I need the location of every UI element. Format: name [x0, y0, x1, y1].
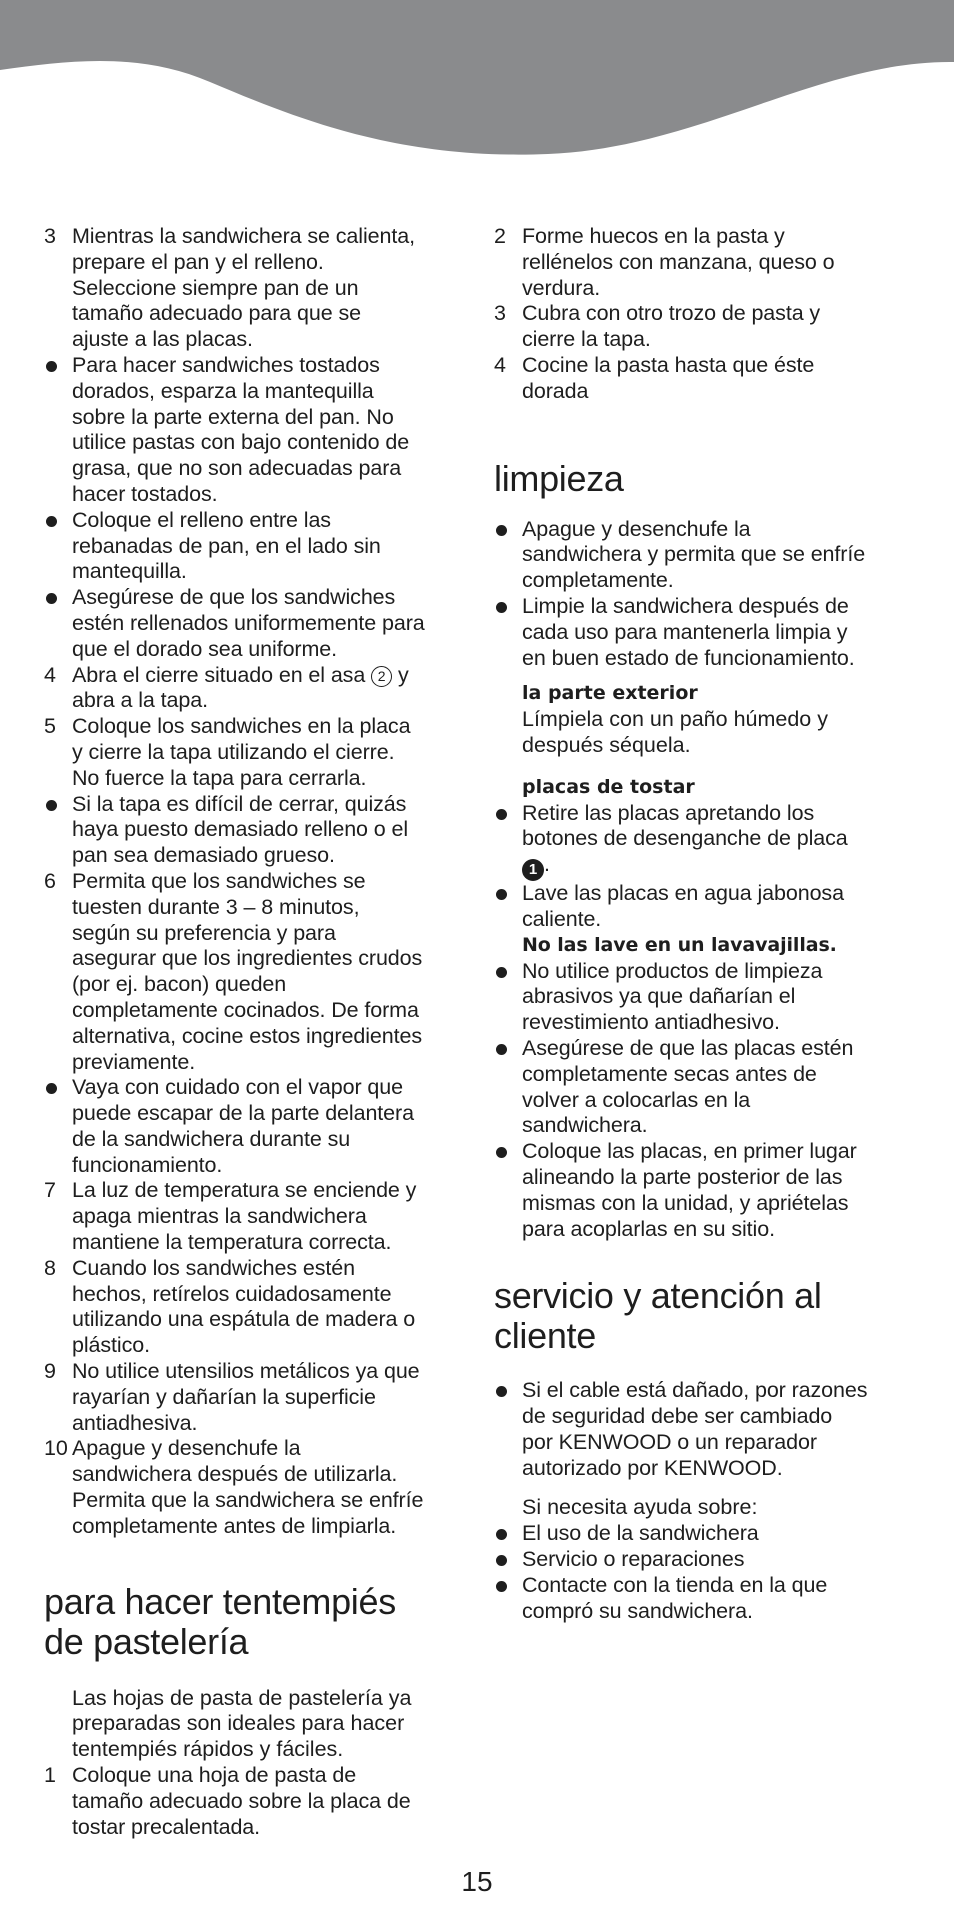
bullet-icon: [496, 1529, 507, 1540]
step-number: 9: [44, 1359, 56, 1384]
pastry-step-1: 1 Coloque una hoja de pasta de tamaño adecuado sobre la placa de tostar precalentada.: [44, 1763, 411, 1839]
cleaning-bullets: [494, 517, 914, 672]
bullet-icon: [496, 1555, 507, 1566]
step-6: 6 Permita que los sandwiches se tuesten durante 3 – 8 minutos, según su preferencia y para asegurar que los ingredientes crudos (por ej. bacon) queden completamente cocinados. De forma alternativa, cocine estos ingredientes previamente.: [44, 868, 423, 1074]
bullet-icon: [46, 516, 57, 527]
bullet-item: Lave las placas en agua jabonosa caliente. No las lave en un lavavajillas.: [494, 881, 914, 958]
step-number: 3: [44, 224, 56, 248]
bullet-item: Apague y desenchufe la sandwichera y permita que se enfríe completamente.: [494, 517, 914, 594]
filled-circled-number-icon: 1: [522, 859, 544, 881]
bullet-item: No utilice productos de limpieza abrasivos ya que dañarían el revestimiento antiadhesivo.: [494, 959, 914, 1036]
step-7: 7 La luz de temperatura se enciende y apaga mientras la sandwichera mantiene la temperatura correcta.: [44, 1178, 417, 1255]
bullet-item: Contacte con la tienda en la que compró su sandwichera.: [494, 1573, 914, 1625]
cleaning-heading: limpieza: [494, 457, 624, 499]
step-number: 3: [494, 301, 506, 326]
step-number: 8: [44, 1255, 56, 1280]
bullet-icon: [496, 525, 507, 536]
dishwasher-warning: No las lave en un lavavajillas.: [522, 933, 837, 956]
right-column: [494, 224, 914, 1624]
bullet-icon: [496, 1147, 507, 1158]
bullet-icon: [496, 889, 507, 900]
bullet-icon: [46, 1083, 57, 1094]
step-number: 4: [494, 352, 506, 377]
header-band: [0, 0, 954, 160]
bullet-item: Coloque las placas, en primer lugar alineando la parte posterior de las mismas con la unidad, y apriételas para acoplarlas en su sitio.: [494, 1139, 914, 1242]
page-number: 15: [461, 1866, 493, 1897]
left-column: [44, 224, 464, 1840]
bullet-item: Si la tapa es difícil de cerrar, quizás haya puesto demasiado relleno o el pan sea demasiado grueso.: [44, 792, 464, 869]
bullet-icon: [496, 967, 507, 978]
bullet-item: Limpie la sandwichera después de cada uso para mantenerla limpia y en buen estado de funcionamiento.: [494, 594, 914, 671]
bullet-icon: [46, 593, 57, 604]
pastry-heading: para hacer tentempiés de pastelería: [44, 1580, 396, 1662]
pastry-intro: Las hojas de pasta de pastelería ya preparadas son ideales para hacer tentempiés rápidos y fáciles.: [72, 1685, 412, 1762]
bullet-item: Para hacer sandwiches tostados dorados, esparza la mantequilla sobre la parte externa del pan. No utilice pastas con bajo contenido de grasa, que no son adecuadas para hacer tostados.: [44, 353, 464, 508]
step-number: 10: [44, 1436, 68, 1461]
bullet-icon: [496, 1581, 507, 1592]
bullet-item: Asegúrese de que las placas estén completamente secas antes de volver a colocarlas en la sandwichera.: [494, 1036, 914, 1139]
bullet-icon: [46, 800, 57, 811]
pastry-step-2: 2 Forme huecos en la pasta y rellénelos con manzana, queso o verdura.: [494, 224, 835, 300]
step-number: 6: [44, 868, 56, 893]
bullet-item: Si el cable está dañado, por razones de seguridad debe ser cambiado por KENWOOD o un reparador autorizado por KENWOOD.: [494, 1378, 914, 1481]
step-number: 1: [44, 1763, 56, 1788]
step-4: 4 Abra el cierre situado en el asa 2 y abra a la tapa.: [44, 662, 409, 713]
step-9: 9 No utilice utensilios metálicos ya que rayarían y dañarían la superficie antiadhesiva.: [44, 1359, 420, 1435]
bullet-item: El uso de la sandwichera: [494, 1521, 914, 1547]
step-5: 5 Coloque los sandwiches en la placa y cierre la tapa utilizando el cierre. No fuerce la tapa para cerrarla.: [44, 714, 411, 790]
step-number: 7: [44, 1178, 56, 1203]
service-bullets: [494, 1378, 914, 1481]
pastry-step-4: 4 Cocine la pasta hasta que éste dorada: [494, 352, 815, 403]
step-number: 2: [494, 224, 506, 248]
step-number: 4: [44, 662, 56, 687]
bullet-item: Asegúrese de que los sandwiches estén rellenados uniformemente para que el dorado sea uniforme.: [44, 585, 464, 662]
bullet-item: Retire las placas apretando los botones de desenganche de placa 1 .: [494, 801, 914, 882]
pastry-step-3: 3 Cubra con otro trozo de pasta y cierre la tapa.: [494, 301, 821, 352]
header-band-shape: [0, 0, 954, 155]
step-3: 3 Mientras la sandwichera se calienta, prepare el pan y el relleno. Seleccione siempre pan de un tamaño adecuado para que se ajuste a las placas.: [44, 224, 415, 352]
exterior-title: la parte exterior: [522, 682, 698, 705]
exterior-section: la parte exterior Límpiela con un paño húmedo y después séquela.: [494, 681, 914, 758]
bullet-icon: [496, 1386, 507, 1397]
bullet-icon: [496, 602, 507, 613]
service-heading: servicio y atención al cliente: [494, 1275, 822, 1357]
bullet-item: Servicio o reparaciones: [494, 1547, 914, 1573]
bullet-item: Vaya con cuidado con el vapor que puede escapar de la parte delantera de la sandwichera durante su funcionamiento.: [44, 1075, 464, 1178]
bullet-icon: [496, 1044, 507, 1055]
circled-number-icon: 2: [371, 666, 392, 687]
step-8: 8 Cuando los sandwiches estén hechos, retírelos cuidadosamente utilizando una espátula de madera o plástico.: [44, 1255, 416, 1358]
help-intro: Si necesita ayuda sobre:: [522, 1495, 758, 1520]
bullet-item: Coloque el relleno entre las rebanadas de pan, en el lado sin mantequilla.: [44, 508, 464, 585]
bullet-icon: [496, 809, 507, 820]
step-number: 5: [44, 714, 56, 739]
bullet-icon: [46, 361, 57, 372]
step-10: 10 Apague y desenchufe la sandwichera después de utilizarla. Permita que la sandwichera se enfríe completamente antes de limpiarla.: [44, 1436, 424, 1538]
plates-title: placas de tostar: [522, 775, 695, 798]
